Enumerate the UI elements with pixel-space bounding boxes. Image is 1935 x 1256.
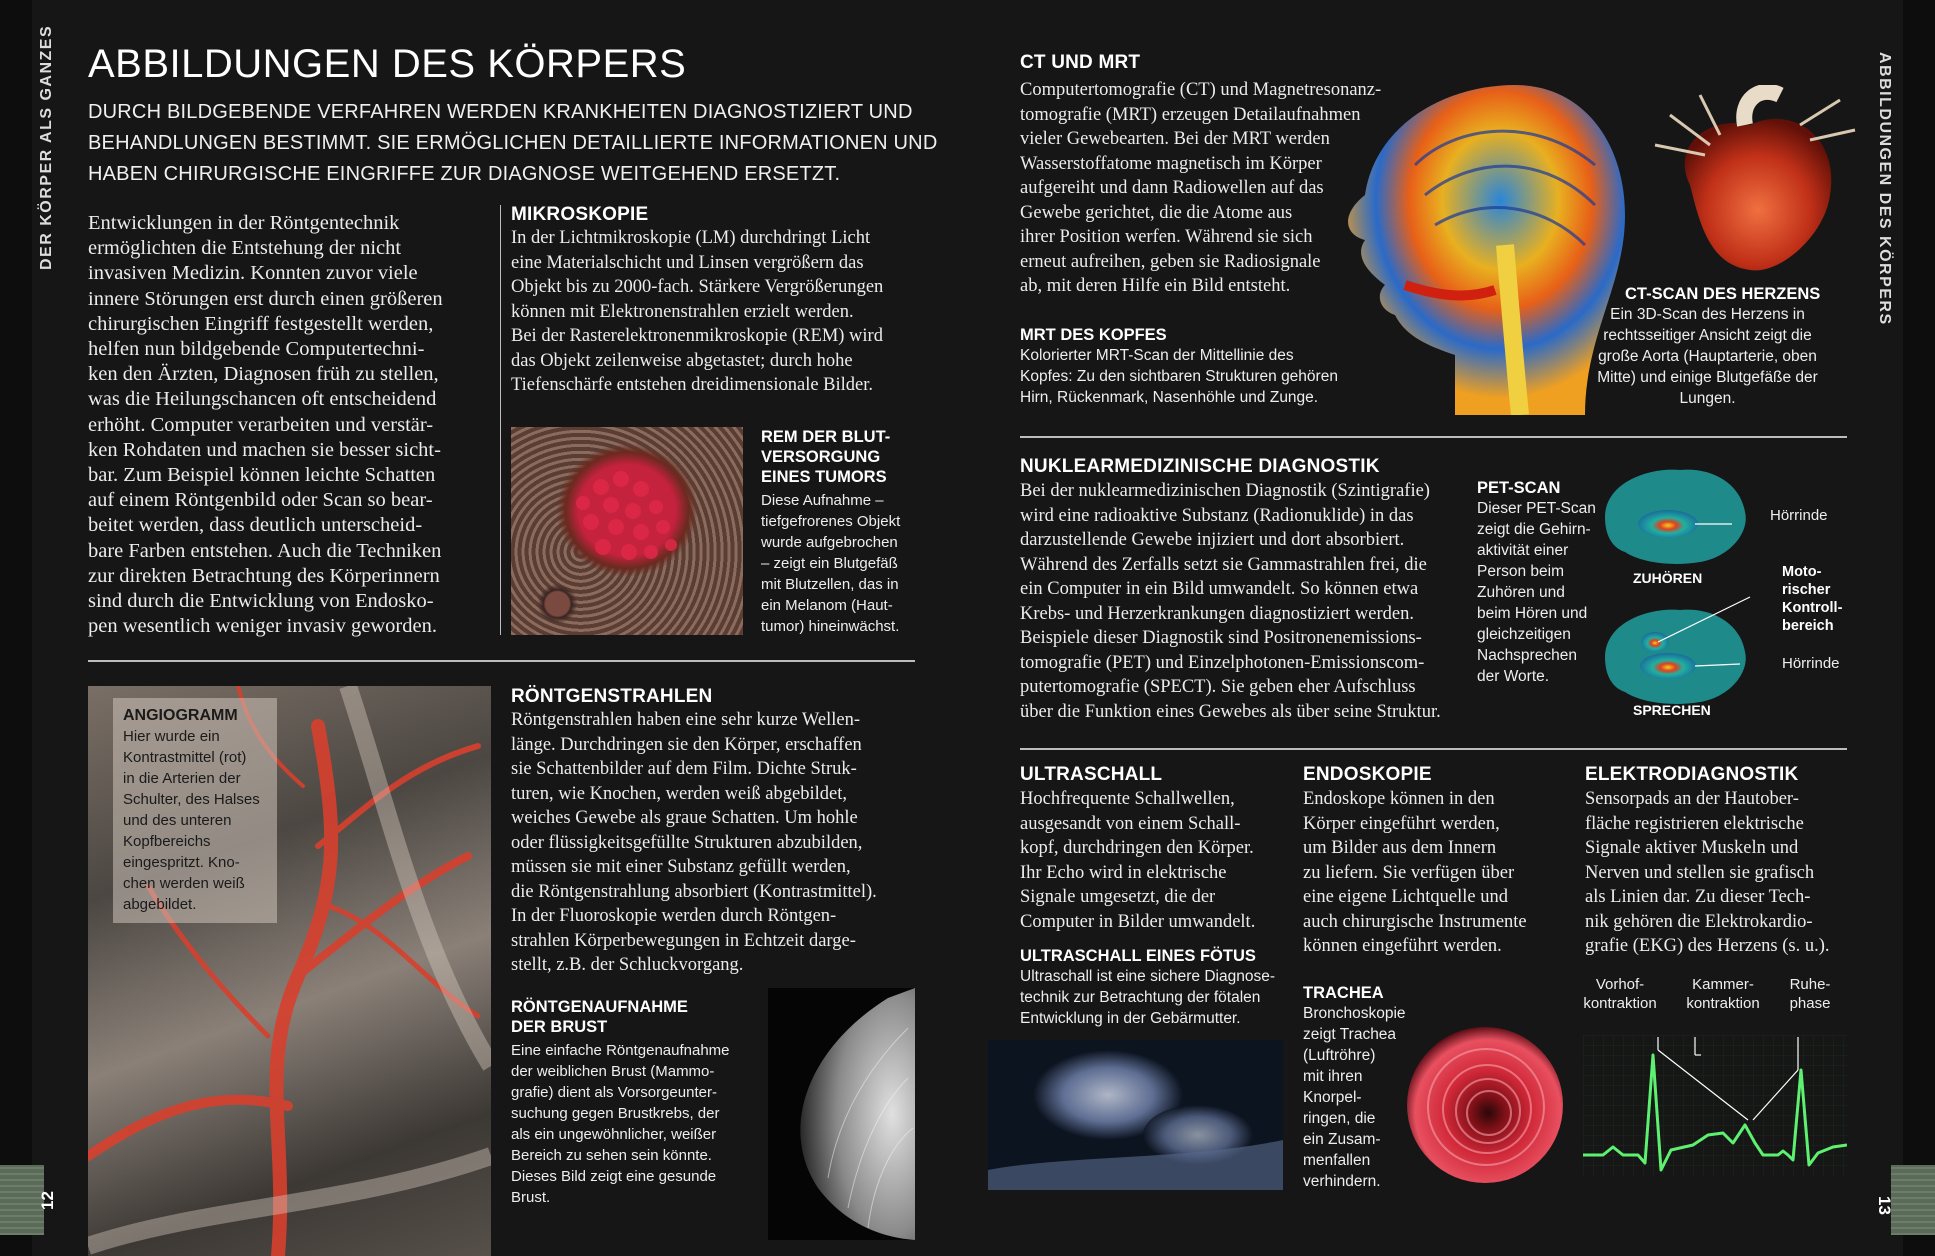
endoskopie-line: zu liefern. Sie verfügen über bbox=[1303, 862, 1515, 883]
nuklear-heading: NUKLEARMEDIZINISCHE DIAGNOSTIK bbox=[1020, 456, 1380, 477]
main-text-line: bar. Zum Beispiel können leichte Schatten bbox=[88, 464, 436, 487]
section-rule bbox=[88, 660, 915, 662]
elektro-line: fläche registrieren elektrische bbox=[1585, 813, 1804, 834]
ct-herz-line: Lungen. bbox=[1679, 390, 1736, 407]
mri-head-graphic bbox=[1335, 85, 1625, 415]
ct-herz-line: rechtsseitiger Ansicht zeigt die bbox=[1603, 327, 1812, 344]
pet-label-motor bbox=[1782, 563, 1842, 635]
rem-line: mit Blutzellen, das in bbox=[761, 576, 899, 593]
ekg-label-line: Vorhof- bbox=[1595, 976, 1645, 993]
right-page-number: 13 bbox=[1875, 1196, 1894, 1215]
pet-motor-line: Moto- bbox=[1782, 564, 1822, 580]
heart-graphic bbox=[1650, 85, 1860, 275]
ekg-label-line: Kammer- bbox=[1692, 976, 1754, 993]
foetus-heading: ULTRASCHALL EINES FÖTUS bbox=[1020, 947, 1256, 965]
brust-line: suchung gegen Brustkrebs, der bbox=[511, 1105, 720, 1122]
angiogram-line: Kontrastmittel (rot) bbox=[123, 749, 247, 766]
mikroskopie-line: eine Materialschicht und Linsen vergrößern das bbox=[511, 252, 864, 273]
trachea-line: zeigt Trachea bbox=[1303, 1026, 1397, 1043]
main-text-line: beitet werden, dass deutlich unterscheid- bbox=[88, 514, 423, 537]
main-text-line: ken den Ärzten, Diagnosen früh zu stellen, bbox=[88, 363, 439, 386]
ekg-label-line: kontraktion bbox=[1686, 995, 1760, 1012]
ct-herz-line: Ein 3D-Scan des Herzens in bbox=[1610, 306, 1805, 323]
foetus-line: Entwicklung in der Gebärmutter. bbox=[1020, 1010, 1241, 1027]
nuklear-line: Beispiele dieser Diagnostik sind Positronenemissions- bbox=[1020, 628, 1422, 648]
roentgen-line: strahlen Körperbewegungen in Echtzeit darge- bbox=[511, 930, 856, 951]
pet-line: beim Hören und bbox=[1477, 605, 1588, 622]
foetus-caption bbox=[1020, 966, 1275, 1029]
ekg-label-line: phase bbox=[1789, 995, 1831, 1012]
trachea-heading: TRACHEA bbox=[1303, 984, 1384, 1002]
main-text-line: sind durch die Entwicklung von Endosko- bbox=[88, 590, 434, 613]
rem-tumor-image bbox=[511, 427, 743, 635]
ct-mrt-line: ihrer Position werfen. Während sie sich bbox=[1020, 227, 1313, 247]
elektro-line: Sensorpads an der Hautober- bbox=[1585, 789, 1799, 809]
ultraschall-line: Signale umgesetzt, die der bbox=[1020, 887, 1216, 907]
main-text-line: zur direkten Betrachtung des Körperinnern bbox=[88, 564, 440, 587]
brust-line: Bereich zu sehen sein könnte. bbox=[511, 1147, 712, 1164]
mikroskopie-line: können mit Elektronenstrahlen erzielt werden. bbox=[511, 301, 854, 322]
trachea-graphic bbox=[1405, 1025, 1565, 1185]
nuklear-line: Bei der nuklearmedizinischen Diagnostik (Szintigrafie) bbox=[1020, 481, 1430, 501]
right-sidebar-label: ABBILDUNGEN DES KÖRPERS bbox=[1876, 52, 1893, 326]
pet-label-hoerrinde-2: Hörrinde bbox=[1782, 655, 1840, 672]
ekg-label-vorhof bbox=[1580, 975, 1660, 1013]
trachea-image bbox=[1405, 1025, 1565, 1185]
brust-heading-line: DER BRUST bbox=[511, 1018, 608, 1036]
ekg-label-ruhe bbox=[1780, 975, 1840, 1013]
mrt-kopf-line: Kolorierter MRT-Scan der Mittellinie des bbox=[1020, 347, 1294, 364]
angiogram-line: chen werden weiß bbox=[123, 875, 245, 892]
main-text-line: bare Farben entstehen. Auch die Techniken bbox=[88, 539, 442, 562]
nuklear-line: wird eine radioaktive Substanz (Radionuklide) in das bbox=[1020, 505, 1414, 526]
main-text-line: was die Heilungschancen oft entscheidend bbox=[88, 388, 437, 411]
ultraschall-line: Ihr Echo wird in elektrische bbox=[1020, 862, 1227, 883]
elektro-text bbox=[1585, 787, 1830, 959]
ultraschall-line: Hochfrequente Schallwellen, bbox=[1020, 789, 1235, 809]
elektro-line: nik gehören die Elektrokardio- bbox=[1585, 911, 1813, 932]
ekg-label-kammer bbox=[1683, 975, 1763, 1013]
rem-caption bbox=[761, 490, 900, 637]
mikroskopie-line: das Objekt zeilenweise abgetastet; durch hohe bbox=[511, 350, 853, 371]
pet-label-sprechen: SPRECHEN bbox=[1633, 702, 1711, 718]
pet-line: zeigt die Gehirn- bbox=[1477, 521, 1591, 538]
ultrasound-graphic bbox=[988, 1040, 1283, 1190]
endoskopie-line: um Bilder aus dem Innern bbox=[1303, 838, 1497, 858]
ekg-graphic bbox=[1583, 1015, 1847, 1175]
roentgen-line: müssen sie mit einer Substanz gefüllt werden, bbox=[511, 857, 851, 877]
pet-label-zuhoeren: ZUHÖREN bbox=[1633, 570, 1703, 586]
roentgen-line: turen, wie Knochen, werden weiß abgebildet, bbox=[511, 783, 847, 804]
rem-heading-line: VERSORGUNG bbox=[761, 448, 881, 466]
brust-line: als ein ungewöhnlicher, weißer bbox=[511, 1126, 717, 1143]
mikroskopie-line: Tiefenschärfe entstehen dreidimensionale Bilder. bbox=[511, 375, 874, 395]
trachea-line: (Luftröhre) bbox=[1303, 1047, 1376, 1064]
ct-herz-caption bbox=[1585, 304, 1830, 409]
angiogram-line: eingespritzt. Kno- bbox=[123, 854, 240, 871]
roentgen-line: In der Fluoroskopie werden durch Röntgen- bbox=[511, 906, 837, 926]
intro-line: HABEN CHIRURGISCHE EINGRIFFE ZUR DIAGNOSE WEITGEHEND ERSETZT. bbox=[88, 163, 841, 185]
ct-herz-line: Mitte) und einige Blutgefäße der bbox=[1597, 369, 1818, 386]
angiogram-caption-box bbox=[113, 698, 277, 923]
section-rule bbox=[1020, 748, 1847, 750]
elektro-heading: ELEKTRODIAGNOSTIK bbox=[1585, 764, 1799, 785]
roentgen-line: Röntgenstrahlen haben eine sehr kurze Wellen- bbox=[511, 710, 861, 730]
endoskopie-text bbox=[1303, 787, 1527, 959]
brust-heading bbox=[511, 997, 688, 1037]
pet-motor-line: bereich bbox=[1782, 618, 1834, 634]
breast-xray-graphic bbox=[768, 988, 915, 1240]
mri-head-image bbox=[1335, 85, 1625, 415]
nuklear-line: Während des Zerfalls setzt sie Gammastrahlen frei, die bbox=[1020, 554, 1427, 575]
heart-ct-image bbox=[1650, 85, 1860, 275]
rem-heading-line: REM DER BLUT- bbox=[761, 428, 891, 446]
brust-line: Dieses Bild zeigt eine gesunde bbox=[511, 1168, 717, 1185]
pet-line: Zuhören und bbox=[1477, 584, 1565, 601]
ultraschall-heading: ULTRASCHALL bbox=[1020, 764, 1163, 785]
endoskopie-line: eine eigene Lichtquelle und bbox=[1303, 887, 1508, 907]
ct-mrt-line: aufgereiht und dann Radiowellen auf das bbox=[1020, 178, 1324, 198]
main-text-line: invasiven Medizin. Konnten zuvor viele bbox=[88, 262, 418, 285]
rem-heading bbox=[761, 427, 890, 487]
trachea-line: Bronchoskopie bbox=[1303, 1005, 1406, 1022]
pet-caption bbox=[1477, 498, 1596, 687]
ct-mrt-text bbox=[1020, 78, 1381, 299]
main-text-line: innere Störungen erst durch einen größeren bbox=[88, 287, 443, 310]
angiogram-line: und des unteren bbox=[123, 812, 232, 829]
main-text-line: ken Rohdaten und machen sie besser sicht- bbox=[88, 438, 441, 461]
foetus-line: technik zur Betrachtung der fötalen bbox=[1020, 989, 1261, 1006]
pet-label-hoerrinde-1: Hörrinde bbox=[1770, 507, 1828, 524]
pet-line: gleichzeitigen bbox=[1477, 626, 1571, 643]
ct-mrt-line: Wasserstoffatome magnetisch im Körper bbox=[1020, 153, 1322, 174]
ct-herz-heading: CT-SCAN DES HERZENS bbox=[1625, 285, 1821, 303]
roentgen-line: stellt, z.B. der Schluckvorgang. bbox=[511, 955, 744, 975]
ekg-image bbox=[1583, 1015, 1847, 1175]
mikroskopie-line: Bei der Rasterelektronenmikroskopie (REM) wird bbox=[511, 326, 883, 346]
trachea-line: Knorpel- bbox=[1303, 1089, 1362, 1106]
brust-line: Brust. bbox=[511, 1189, 551, 1206]
roentgen-line: oder flüssigkeitsgefüllte Strukturen abzubilden, bbox=[511, 832, 863, 853]
rem-heading-line: EINES TUMORS bbox=[761, 468, 887, 486]
elektro-line: Signale aktiver Muskeln und bbox=[1585, 838, 1799, 858]
mikroskopie-line: Objekt bis zu 2000-fach. Stärkere Vergrößerungen bbox=[511, 277, 884, 297]
mrt-kopf-line: Hirn, Rückenmark, Nasenhöhle und Zunge. bbox=[1020, 389, 1319, 406]
elektro-line: grafie (EKG) des Herzens (s. u.). bbox=[1585, 936, 1830, 956]
pet-line: Nachsprechen bbox=[1477, 647, 1577, 664]
trachea-line: ein Zusam- bbox=[1303, 1131, 1381, 1148]
nuklear-line: tomografie (PET) und Einzelphotonen-Emissionscom- bbox=[1020, 652, 1425, 673]
mrt-kopf-line: Kopfes: Zu den sichtbaren Strukturen gehören bbox=[1020, 368, 1338, 385]
intro bbox=[88, 97, 937, 190]
main-text-line: helfen nun bildgebende Computertechni- bbox=[88, 338, 425, 361]
ct-mrt-line: vieler Gewebearten. Bei der MRT werden bbox=[1020, 129, 1330, 149]
mrt-kopf-heading: MRT DES KOPFES bbox=[1020, 326, 1167, 344]
pet-heading: PET-SCAN bbox=[1477, 479, 1561, 497]
pet-motor-line: rischer bbox=[1782, 582, 1831, 598]
endoskopie-line: auch chirurgische Instrumente bbox=[1303, 911, 1527, 932]
page-title: ABBILDUNGEN DES KÖRPERS bbox=[88, 42, 687, 86]
nuklear-line: Krebs- und Herzerkrankungen diagnostiziert werden. bbox=[1020, 603, 1415, 624]
blood-cells-graphic bbox=[511, 427, 743, 635]
mrt-kopf-caption bbox=[1020, 345, 1338, 408]
angiogram-line: abgebildet. bbox=[123, 896, 197, 913]
ultraschall-line: Computer in Bilder umwandelt. bbox=[1020, 911, 1256, 932]
endoskopie-line: können eingeführt werden. bbox=[1303, 936, 1502, 956]
roentgen-line: länge. Durchdringen sie den Körper, erschaffen bbox=[511, 734, 862, 755]
roentgen-heading: RÖNTGENSTRAHLEN bbox=[511, 686, 713, 707]
left-sidebar bbox=[0, 0, 32, 1256]
mikroskopie-line: In der Lichtmikroskopie (LM) durchdringt Licht bbox=[511, 228, 871, 248]
ultraschall-line: kopf, durchdringen den Körper. bbox=[1020, 838, 1254, 858]
brust-line: der weiblichen Brust (Mammo- bbox=[511, 1063, 715, 1080]
brust-caption bbox=[511, 1040, 730, 1208]
mammogram-image bbox=[768, 988, 915, 1240]
angiogram-line: in die Arterien der bbox=[123, 770, 241, 787]
pet-line: aktivität einer bbox=[1477, 542, 1569, 559]
nuklear-line: putertomografie (SPECT). Sie geben eher Aufschluss bbox=[1020, 677, 1416, 697]
column-divider bbox=[500, 205, 501, 635]
main-text-line: auf einem Röntgenbild oder Scan so bear- bbox=[88, 489, 433, 512]
intro-line: BEHANDLUNGEN BESTIMMT. SIE ERMÖGLICHEN DETAILLIERTE INFORMATIONEN UND bbox=[88, 132, 938, 154]
main-text bbox=[88, 211, 443, 639]
brust-heading-line: RÖNTGENAUFNAHME bbox=[511, 998, 688, 1016]
right-page-tab bbox=[1891, 1165, 1935, 1235]
brust-line: grafie) dient als Vorsorgeunter- bbox=[511, 1084, 717, 1101]
endoskopie-heading: ENDOSKOPIE bbox=[1303, 764, 1432, 785]
nuklear-line: über die Funktion eines Gewebes als über seine Struktur. bbox=[1020, 701, 1441, 722]
rem-line: tiefgefrorenes Objekt bbox=[761, 513, 901, 530]
main-text-line: Entwicklungen in der Röntgentechnik bbox=[88, 212, 400, 234]
nuklear-line: ein Computer in ein Bild umwandelt. So können etwa bbox=[1020, 579, 1419, 599]
rem-line: tumor) hineinwächst. bbox=[761, 618, 900, 635]
ct-mrt-line: ab, mit deren Hilfe ein Bild entsteht. bbox=[1020, 276, 1291, 296]
rem-line: wurde aufgebrochen bbox=[761, 534, 898, 551]
section-rule bbox=[1020, 436, 1847, 438]
angiogram-line: Kopfbereichs bbox=[123, 833, 211, 850]
pet-motor-line: Kontroll- bbox=[1782, 600, 1843, 616]
foetus-ultrasound-image bbox=[988, 1040, 1283, 1190]
intro-line: DURCH BILDGEBENDE VERFAHREN WERDEN KRANKHEITEN DIAGNOSTIZIERT UND bbox=[88, 101, 913, 123]
pet-line: der Worte. bbox=[1477, 668, 1550, 685]
ultraschall-text bbox=[1020, 787, 1255, 934]
angiogram-caption bbox=[123, 726, 267, 915]
endoskopie-line: Körper eingeführt werden, bbox=[1303, 813, 1500, 834]
trachea-line: ringen, die bbox=[1303, 1110, 1376, 1127]
ultraschall-line: ausgesandt von einem Schall- bbox=[1020, 813, 1241, 834]
rem-line: – zeigt ein Blutgefäß bbox=[761, 555, 898, 572]
brust-line: Eine einfache Röntgenaufnahme bbox=[511, 1042, 730, 1059]
nuklear-text bbox=[1020, 479, 1441, 724]
angiogram-heading: ANGIOGRAMM bbox=[123, 707, 238, 724]
main-text-line: pen wesentlich weniger invasiv geworden. bbox=[88, 615, 437, 638]
rem-line: ein Melanom (Haut- bbox=[761, 597, 893, 614]
ct-mrt-heading: CT UND MRT bbox=[1020, 52, 1141, 73]
nuklear-line: darzustellende Gewebe injiziert und dort absorbiert. bbox=[1020, 530, 1405, 550]
trachea-line: verhindern. bbox=[1303, 1173, 1381, 1190]
ekg-label-line: kontraktion bbox=[1583, 995, 1657, 1012]
elektro-line: Nerven und stellen sie grafisch bbox=[1585, 862, 1815, 883]
trachea-line: menfallen bbox=[1303, 1152, 1371, 1169]
pet-line: Person beim bbox=[1477, 563, 1565, 580]
ct-herz-line: große Aorta (Hauptarterie, oben bbox=[1598, 348, 1817, 365]
elektro-line: als Linien dar. Zu dieser Tech- bbox=[1585, 887, 1811, 907]
roentgen-line: weiches Gewebe als graue Schatten. Um hohle bbox=[511, 808, 858, 828]
roentgen-line: die Röntgenstrahlung absorbiert (Kontrastmittel). bbox=[511, 881, 877, 902]
main-text-line: chirurgischen Eingriff festgestellt werden, bbox=[88, 312, 434, 335]
mikroskopie-heading: MIKROSKOPIE bbox=[511, 204, 649, 225]
angiogram-line: Hier wurde ein bbox=[123, 728, 220, 745]
pet-line: Dieser PET-Scan bbox=[1477, 500, 1596, 517]
rem-line: Diese Aufnahme – bbox=[761, 492, 884, 509]
left-sidebar-label: DER KÖRPER ALS GANZES bbox=[38, 24, 55, 270]
left-page-number: 12 bbox=[38, 1191, 57, 1210]
ct-mrt-line: tomografie (MRT) erzeugen Detailaufnahmen bbox=[1020, 104, 1361, 125]
right-sidebar bbox=[1903, 0, 1935, 1256]
ct-mrt-line: erneut aufreihen, geben sie Radiosignale bbox=[1020, 251, 1321, 272]
mikroskopie-text bbox=[511, 226, 883, 398]
ct-mrt-line: Computertomografie (CT) und Magnetresonanz- bbox=[1020, 80, 1382, 100]
main-text-line: erhöht. Computer verarbeiten und verstär- bbox=[88, 413, 434, 436]
endoskopie-line: Endoskope können in den bbox=[1303, 789, 1495, 809]
main-text-line: ermöglichten die Entstehung der nicht bbox=[88, 237, 402, 260]
roentgen-text bbox=[511, 708, 877, 978]
angiogram-line: Schulter, des Halses bbox=[123, 791, 260, 808]
roentgen-line: sie Schattenbilder auf dem Film. Dichte Struk- bbox=[511, 759, 857, 779]
ct-mrt-line: Gewebe gerichtet, die die Atome aus bbox=[1020, 202, 1293, 223]
trachea-caption bbox=[1303, 1003, 1406, 1192]
foetus-line: Ultraschall ist eine sichere Diagnose- bbox=[1020, 968, 1276, 985]
trachea-line: mit ihren bbox=[1303, 1068, 1363, 1085]
ekg-label-line: Ruhe- bbox=[1789, 976, 1831, 993]
